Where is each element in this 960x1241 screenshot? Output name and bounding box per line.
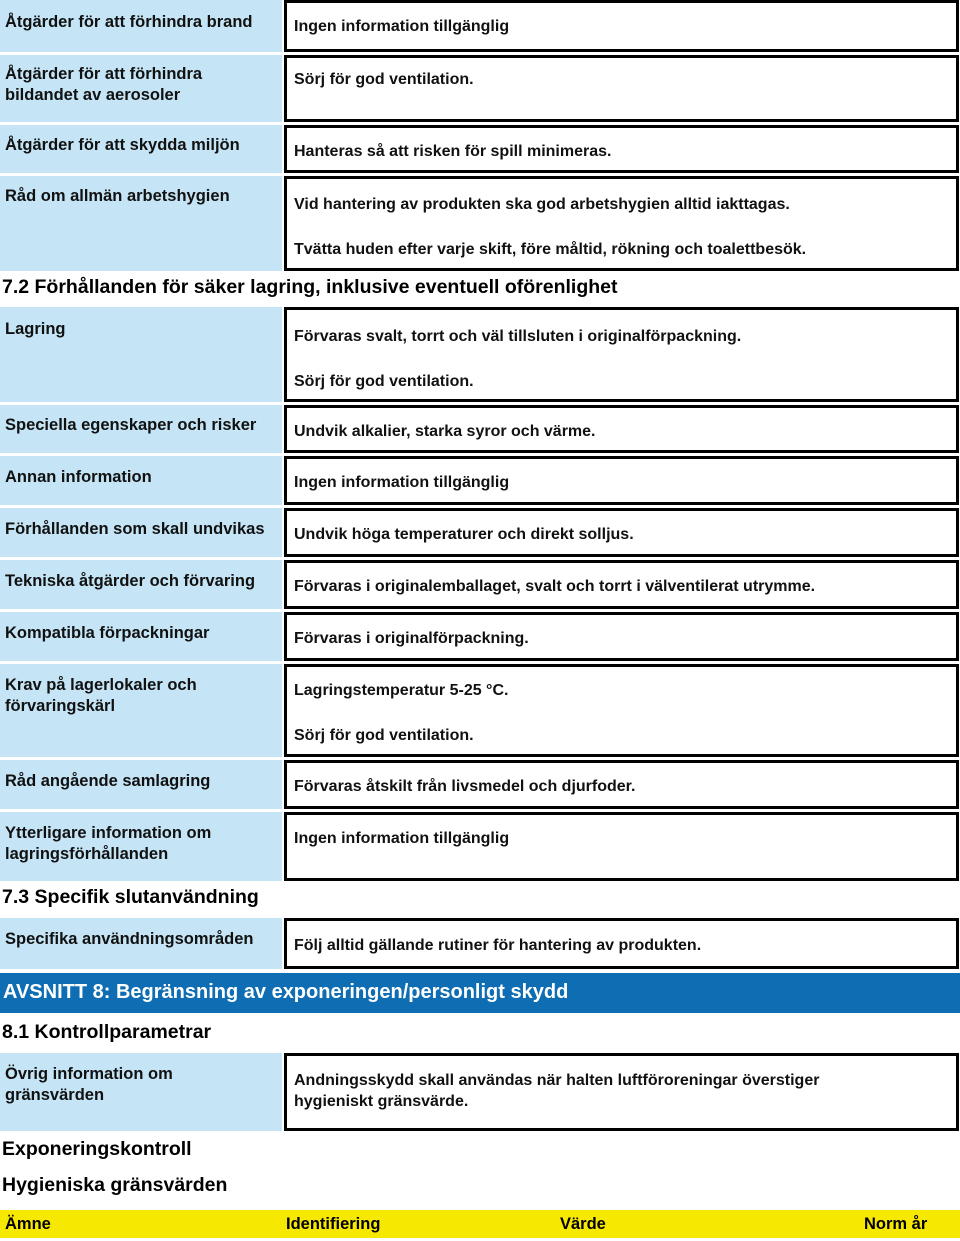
row-conditions-to-avoid <box>0 508 960 557</box>
field-value: Undvik höga temperaturer och direkt solljus. <box>284 508 959 557</box>
field-label: Förhållanden som skall undvikas <box>0 508 282 557</box>
field-label: Kompatibla förpackningar <box>0 612 282 661</box>
field-label: Lagring <box>0 307 282 402</box>
row-other-information <box>0 456 960 505</box>
field-label: Annan information <box>0 456 282 505</box>
row-environment-protection <box>0 125 960 173</box>
row-storage-requirements <box>0 664 960 757</box>
field-value: Följ alltid gällande rutiner för hantering av produkten. <box>284 918 959 969</box>
col-identification: Identifiering <box>286 1215 381 1233</box>
col-norm-year: Norm år <box>864 1215 928 1233</box>
row-limit-values-info <box>0 1053 960 1131</box>
field-label: Tekniska åtgärder och förvaring <box>0 560 282 609</box>
field-value: Förvaras i originalförpackning. <box>284 612 959 661</box>
col-value: Värde <box>560 1215 606 1233</box>
heading-8-1: 8.1 Kontrollparametrar <box>2 1021 212 1043</box>
row-co-storage <box>0 760 960 809</box>
row-special-properties <box>0 405 960 453</box>
field-label: Specifika användningsområden <box>0 918 282 969</box>
field-label: Krav på lagerlokaler och förvaringskärl <box>0 664 282 757</box>
field-label: Speciella egenskaper och risker <box>0 405 282 453</box>
field-value: Lagringstemperatur 5-25 °C. Sörj för god ventilation. <box>284 664 959 757</box>
field-label: Åtgärder för att skydda miljön <box>0 125 282 173</box>
row-storage <box>0 307 960 402</box>
field-value: Sörj för god ventilation. <box>284 55 959 122</box>
row-work-hygiene <box>0 176 960 271</box>
row-specific-uses <box>0 918 960 969</box>
heading-7-2: 7.2 Förhållanden för säker lagring, inklusive eventuell oförenlighet <box>2 276 618 298</box>
field-label: Ytterligare information om lagringsförhållanden <box>0 812 282 881</box>
field-value: Hanteras så att risken för spill minimeras. <box>284 125 959 173</box>
field-label: Övrig information om gränsvärden <box>0 1053 282 1131</box>
field-label: Åtgärder för att förhindra bildandet av aerosoler <box>0 55 282 122</box>
field-value: Vid hantering av produkten ska god arbetshygien alltid iakttagas. Tvätta huden efter varje skift, före måltid, rökning och toalettbesök. <box>284 176 959 271</box>
row-aerosol-prevention <box>0 55 960 122</box>
field-label: Råd angående samlagring <box>0 760 282 809</box>
row-technical-measures <box>0 560 960 609</box>
row-fire-prevention <box>0 0 960 52</box>
row-additional-storage-info <box>0 812 960 881</box>
heading-hygiene-limits: Hygieniska gränsvärden <box>2 1174 228 1196</box>
field-value: Ingen information tillgänglig <box>284 0 959 52</box>
limits-table-header <box>0 1210 960 1238</box>
field-label: Åtgärder för att förhindra brand <box>0 0 282 52</box>
heading-exposure-control: Exponeringskontroll <box>2 1138 192 1160</box>
heading-7-3: 7.3 Specifik slutanvändning <box>2 886 259 908</box>
field-value: Ingen information tillgänglig <box>284 456 959 505</box>
col-substance: Ämne <box>5 1215 51 1233</box>
field-value: Undvik alkalier, starka syror och värme. <box>284 405 959 453</box>
field-value: Ingen information tillgänglig <box>284 812 959 881</box>
field-value: Förvaras svalt, torrt och väl tillsluten i originalförpackning. Sörj för god ventilation. <box>284 307 959 402</box>
field-value: Förvaras i originalemballaget, svalt och torrt i välventilerat utrymme. <box>284 560 959 609</box>
field-label: Råd om allmän arbetshygien <box>0 176 282 271</box>
section-8-header: AVSNITT 8: Begränsning av exponeringen/personligt skydd <box>0 973 960 1013</box>
row-compatible-packaging <box>0 612 960 661</box>
field-value: Andningsskydd skall användas när halten luftföroreningar överstiger hygieniskt gränsvärde. <box>284 1053 959 1131</box>
field-value: Förvaras åtskilt från livsmedel och djurfoder. <box>284 760 959 809</box>
